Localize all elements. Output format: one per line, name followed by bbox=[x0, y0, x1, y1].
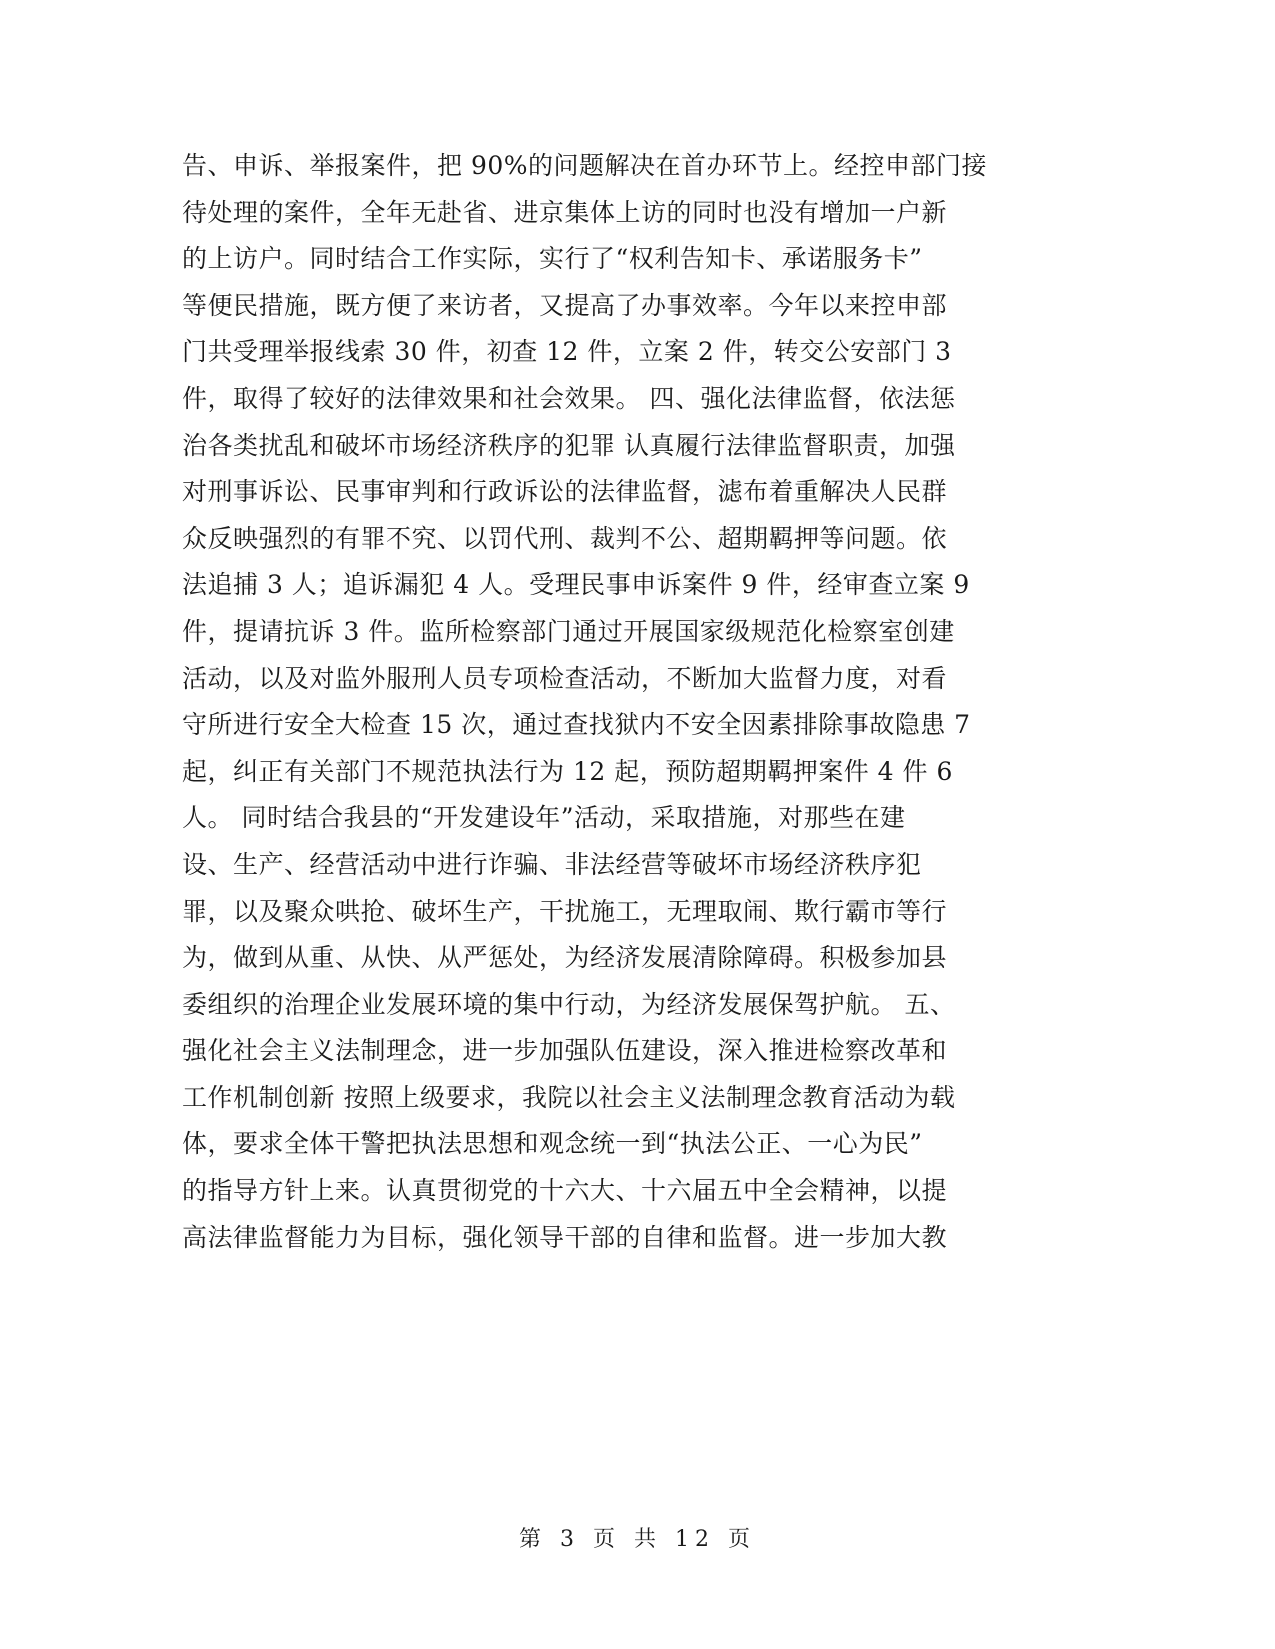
text-line: 罪，以及聚众哄抢、破坏生产，干扰施工，无理取闹、欺行霸市等行 bbox=[182, 896, 948, 926]
text-line: 的指导方针上来。认真贯彻党的十六大、十六届五中全会精神，以提 bbox=[182, 1176, 948, 1206]
text-line: 强化社会主义法制理念，进一步加强队伍建设，深入推进检察改革和 bbox=[182, 1036, 948, 1066]
text-line: 为，做到从重、从快、从严惩处，为经济发展清除障碍。积极参加县 bbox=[182, 943, 948, 973]
text-line: 高法律监督能力为目标，强化领导干部的自律和监督。进一步加大教 bbox=[182, 1222, 948, 1252]
text-line: 设、生产、经营活动中进行诈骗、非法经营等破坏市场经济秩序犯 bbox=[182, 849, 922, 879]
text-line: 待处理的案件，全年无赴省、进京集体上访的同时也没有增加一户新 bbox=[182, 197, 948, 227]
text-line: 众反映强烈的有罪不究、以罚代刑、裁判不公、超期羁押等问题。依 bbox=[182, 523, 948, 553]
text-line: 件，提请抗诉 3 件。监所检察部门通过开展国家级规范化检察室创建 bbox=[182, 616, 955, 646]
text-line: 的上访户。同时结合工作实际，实行了“权利告知卡、承诺服务卡” bbox=[182, 244, 923, 274]
page-number: 第 3 页 共 12 页 bbox=[519, 1527, 756, 1552]
text-line: 件，取得了较好的法律效果和社会效果。 四、强化法律监督，依法惩 bbox=[182, 383, 956, 413]
text-line: 告、申诉、举报案件，把 90%的问题解决在首办环节上。经控申部门接 bbox=[182, 151, 988, 180]
text-line: 工作机制创新 按照上级要求，我院以社会主义法制理念教育活动为载 bbox=[182, 1082, 956, 1112]
text-line: 委组织的治理企业发展环境的集中行动，为经济发展保驾护航。 五、 bbox=[182, 989, 956, 1019]
text-line: 活动，以及对监外服刑人员专项检查活动，不断加大监督力度，对看 bbox=[182, 663, 948, 693]
text-line: 守所进行安全大检查 15 次，通过查找狱内不安全因素排除事故隐患 7 bbox=[182, 710, 971, 740]
text-line: 人。 同时结合我县的“开发建设年”活动，采取措施，对那些在建 bbox=[182, 803, 906, 833]
text-line: 治各类扰乱和破坏市场经济秩序的犯罪 认真履行法律监督职责，加强 bbox=[182, 430, 956, 460]
text-line: 法追捕 3 人；追诉漏犯 4 人。受理民事申诉案件 9 件，经审查立案 9 bbox=[182, 570, 970, 600]
text-line: 体，要求全体干警把执法思想和观念统一到“执法公正、一心为民” bbox=[182, 1129, 923, 1159]
text-line: 等便民措施，既方便了来访者，又提高了办事效率。今年以来控申部 bbox=[182, 290, 948, 320]
text-line: 对刑事诉讼、民事审判和行政诉讼的法律监督，滤布着重解决人民群 bbox=[182, 477, 948, 507]
body-text bbox=[182, 143, 1062, 1261]
page-footer bbox=[0, 1522, 1275, 1553]
text-line: 门共受理举报线索 30 件，初查 12 件，立案 2 件，转交公安部门 3 bbox=[182, 337, 952, 367]
text-line: 起，纠正有关部门不规范执法行为 12 起，预防超期羁押案件 4 件 6 bbox=[182, 756, 953, 786]
